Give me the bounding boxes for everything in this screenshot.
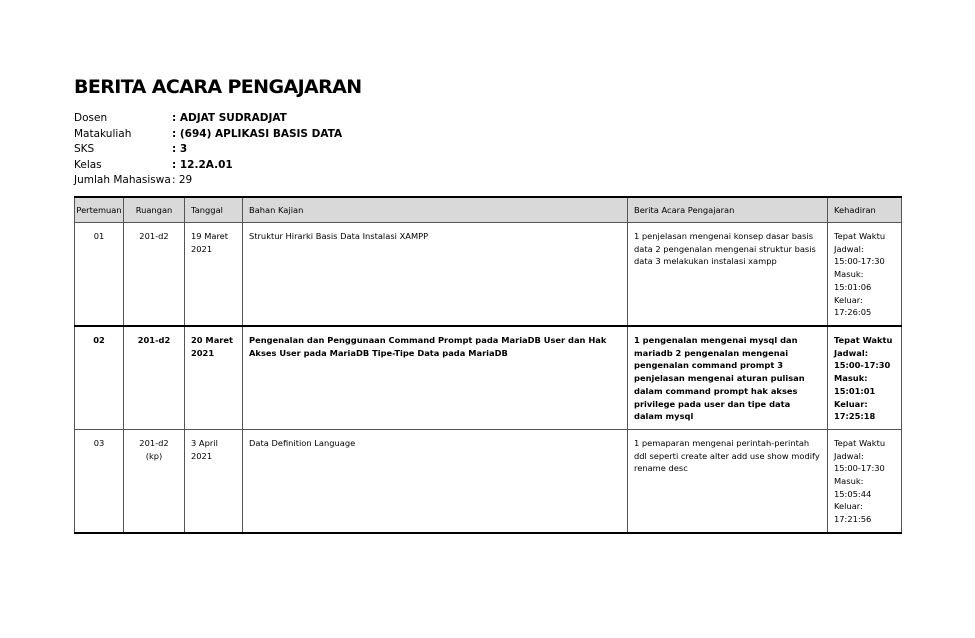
cell-tanggal: 19 Maret 2021 (185, 223, 243, 327)
header-pertemuan: Pertemuan (75, 197, 124, 223)
kehadiran-keluar-label: Keluar: (834, 501, 863, 512)
kehadiran-status: Tepat Waktu (834, 231, 886, 241)
info-label: Jumlah Mahasiswa (74, 174, 171, 186)
cell-tanggal: 20 Maret 2021 (185, 326, 243, 429)
cell-ruangan: 201-d2 (124, 326, 185, 429)
info-row-matakuliah (74, 127, 342, 143)
kehadiran-jadwal-label: Jadwal: (834, 450, 864, 461)
info-label: Matakuliah (74, 127, 132, 140)
cell-pertemuan: 02 (75, 326, 124, 429)
table-row (75, 326, 902, 429)
kehadiran-masuk-label: Masuk: (834, 476, 864, 487)
cell-berita-acara: 1 pengenalan mengenai mysql dan mariadb 2 pengenalan mengenai pengenalan command prompt 3 penjelasan mengenai aturan pulisan dalam command prompt hak akses privilege pada user dan tipe data dalam mysql (628, 326, 828, 429)
info-row-jumlah-mahasiswa (74, 173, 342, 189)
cell-pertemuan: 01 (75, 223, 124, 327)
header-bahan-kajian: Bahan Kajian (243, 197, 628, 223)
cell-bahan-kajian: Pengenalan dan Penggunaan Command Prompt pada MariaDB User dan Hak Akses User pada MariaDB Tipe-Tipe Data pada MariaDB (243, 326, 628, 429)
kehadiran-jadwal: 15:00-17:30 (834, 463, 885, 474)
kehadiran-masuk-label: Masuk: (834, 269, 864, 280)
info-row-dosen (74, 111, 342, 127)
info-value: : 3 (172, 143, 188, 155)
header-berita-acara: Berita Acara Pengajaran (628, 197, 828, 223)
info-row-kelas (74, 158, 342, 174)
cell-kehadiran (828, 326, 902, 429)
kehadiran-status: Tepat Waktu (834, 437, 886, 448)
page-title: BERITA ACARA PENGAJARAN (74, 76, 362, 98)
cell-tanggal: 3 April 2021 (185, 429, 243, 532)
cell-bahan-kajian: Data Definition Language (243, 429, 628, 532)
table-row (75, 223, 902, 327)
cell-bahan-kajian: Struktur Hirarki Basis Data Instalasi XAMPP (243, 223, 628, 327)
info-label: Kelas (74, 158, 102, 171)
kehadiran-masuk: 15:01:01 (834, 385, 876, 396)
cell-ruangan: 201-d2 (kp) (124, 429, 185, 532)
cell-berita-acara: 1 pemaparan mengenai perintah-perintah ddl seperti create alter add use show modify rename desc (628, 429, 828, 532)
kehadiran-jadwal-label: Jadwal: (834, 243, 864, 254)
kehadiran-keluar: 17:25:18 (834, 411, 876, 422)
cell-kehadiran (828, 223, 902, 327)
info-label: SKS (74, 143, 95, 155)
kehadiran-masuk-label: Masuk: (834, 373, 868, 384)
info-value: : (694) APLIKASI BASIS DATA (172, 127, 343, 140)
info-value: : 12.2A.01 (172, 158, 233, 171)
kehadiran-jadwal: 15:00-17:30 (834, 360, 891, 371)
table-header-row (75, 197, 902, 223)
kehadiran-jadwal-label: Jadwal: (834, 347, 869, 358)
kehadiran-keluar-label: Keluar: (834, 398, 868, 409)
kehadiran-masuk: 15:01:06 (834, 281, 872, 292)
attendance-table (74, 196, 902, 534)
header-tanggal: Tanggal (185, 197, 243, 223)
header-ruangan: Ruangan (124, 197, 185, 223)
kehadiran-keluar-label: Keluar: (834, 294, 863, 305)
kehadiran-masuk: 15:05:44 (834, 488, 872, 499)
table-row (75, 429, 902, 532)
info-row-sks (74, 142, 342, 158)
header-kehadiran: Kehadiran (828, 197, 902, 223)
info-label: Dosen (74, 112, 108, 124)
cell-kehadiran (828, 429, 902, 532)
kehadiran-jadwal: 15:00-17:30 (834, 256, 885, 267)
cell-pertemuan: 03 (75, 429, 124, 532)
kehadiran-keluar: 17:21:56 (834, 514, 872, 525)
course-info (74, 111, 342, 189)
kehadiran-status: Tepat Waktu (834, 335, 893, 345)
cell-berita-acara: 1 penjelasan mengenai konsep dasar basis data 2 pengenalan mengenai struktur basis data 3 melakukan instalasi xampp (628, 223, 828, 327)
info-value: : 29 (172, 174, 193, 186)
kehadiran-keluar: 17:26:05 (834, 307, 872, 318)
cell-ruangan: 201-d2 (124, 223, 185, 327)
info-value: : ADJAT SUDRADJAT (172, 112, 287, 124)
